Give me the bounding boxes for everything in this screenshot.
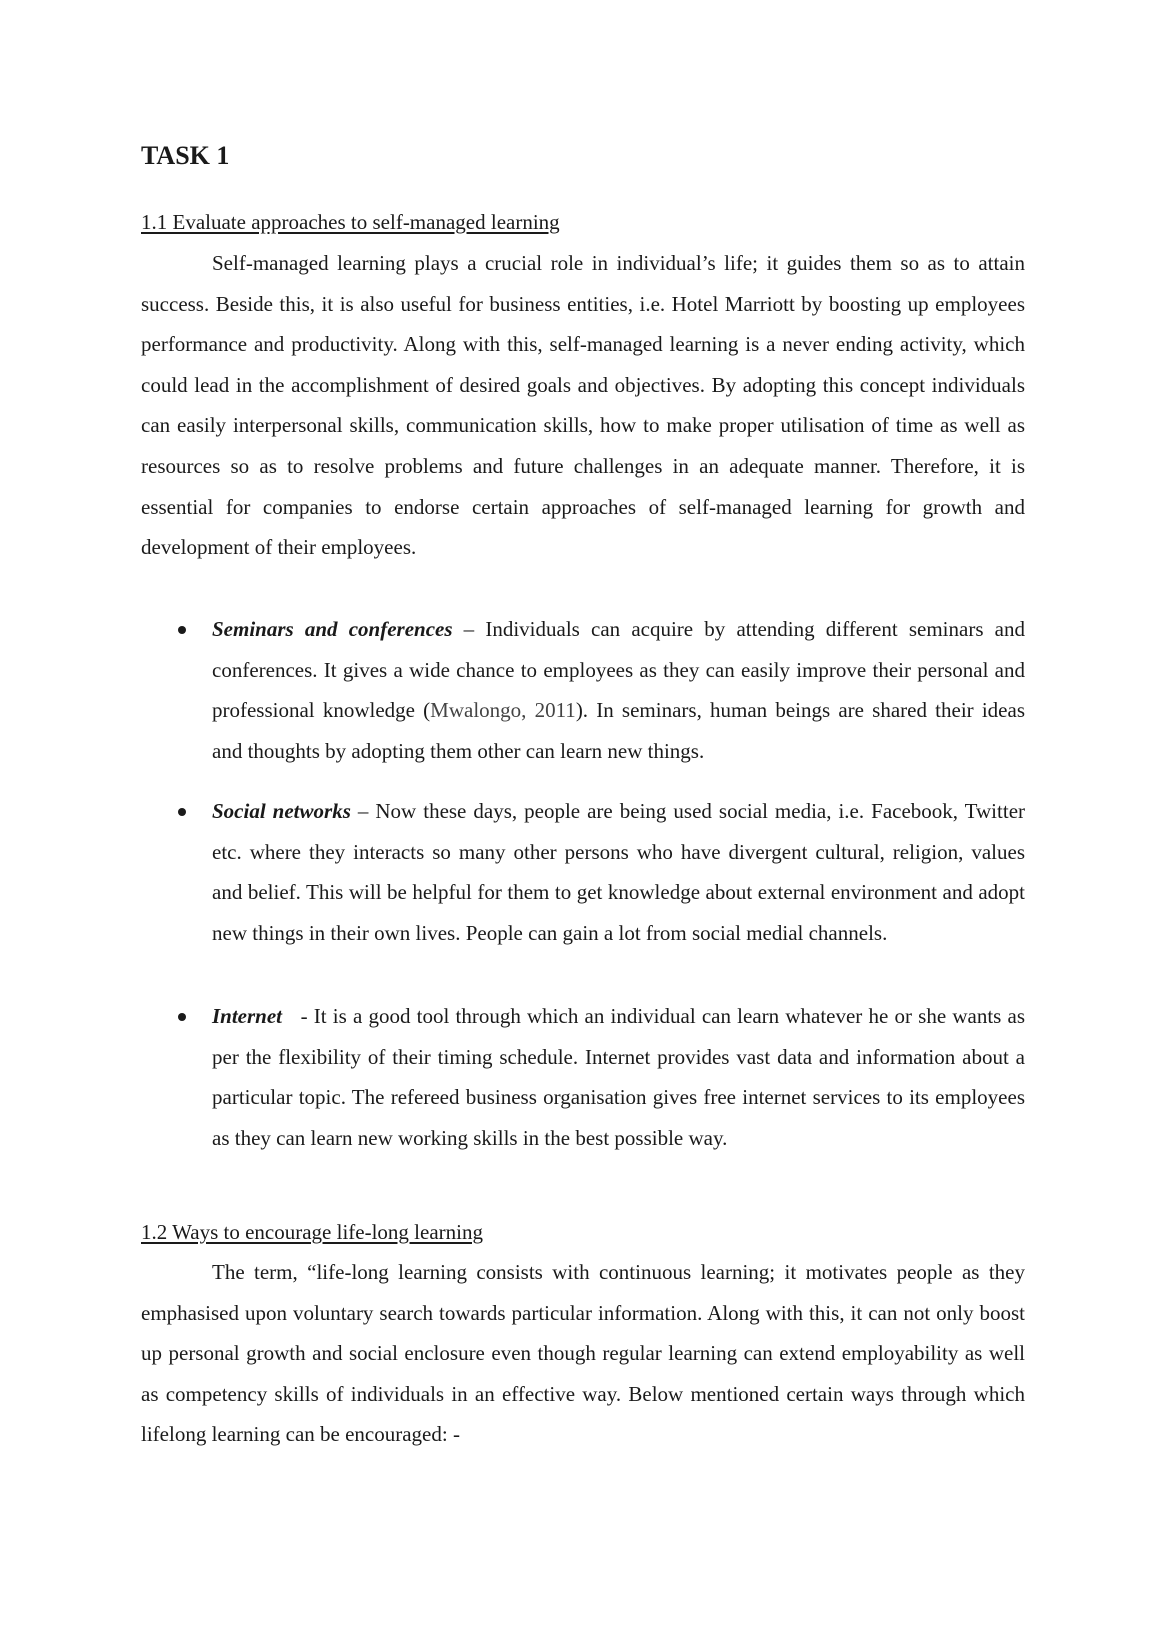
bullet-term: Seminars and conferences	[212, 617, 453, 641]
bullet-term: Internet	[212, 1004, 283, 1028]
list-item-text	[212, 996, 1025, 1158]
list-item-text	[212, 609, 1025, 771]
task-title: TASK 1	[141, 141, 230, 170]
bullet-description: Now these days, people are being used social media, i.e. Facebook, Twitter etc. where they interacts so many other persons who have divergent cultural, religion, values and belief. This will be helpful for them to get knowledge about external environment and adopt new things in their own lives. People can gain a lot from social medial channels.	[212, 799, 1026, 945]
bullet-icon	[178, 1013, 186, 1021]
section-1-heading: 1.1 Evaluate approaches to self-managed learning	[141, 210, 560, 234]
bullet-separator: –	[452, 617, 486, 641]
bullet-description-end: ). In seminars, human beings are shared their ideas and thoughts by adopting them other can learn new things.	[212, 698, 1025, 763]
section-2-heading: 1.2 Ways to encourage life-long learning	[141, 1220, 483, 1244]
list-item-text	[212, 791, 1025, 953]
bullet-description: It is a good tool through which an individual can learn whatever he or she wants as per the flexibility of their timing schedule. Internet provides vast data and information about a particular topic. The refereed business organisation gives free internet services to its employees as they can learn new working skills in the best possible way.	[212, 1004, 1025, 1150]
bullet-icon	[178, 626, 186, 634]
section-1-intro-paragraph: Self-managed learning plays a crucial role in individual’s life; it guides them so as to attain success. Beside this, it is also useful for business entities, i.e. Hotel Marriott by boosting up employees performance and productivity. Along with this, self-managed learning is a never ending activity, which could lead in the accomplishment of desired goals and objectives. By adopting this concept individuals can easily interpersonal skills, communication skills, how to make proper utilisation of time as well as resources so as to resolve problems and future challenges in an adequate manner. Therefore, it is essential for companies to endorse certain approaches of self-managed learning for growth and development of their employees.	[141, 251, 1025, 560]
citation: Mwalongo, 2011	[430, 698, 576, 723]
bullet-separator: –	[350, 799, 376, 823]
bullet-term: Social networks	[212, 799, 351, 823]
bullet-icon	[178, 808, 186, 816]
bullet-description: Individuals can acquire by attending different seminars and conferences. It gives a wide chance to employees as they can easily improve their personal and professional knowledge (	[212, 617, 1025, 723]
section-2-intro-paragraph: The term, “life-long learning consists with continuous learning; it motivates people as they emphasised upon voluntary search towards particular information. Along with this, it can not only boost up personal growth and social enclosure even though regular learning can extend employability as well as competency skills of individuals in an effective way. Below mentioned certain ways through which lifelong learning can be encouraged: -	[141, 1260, 1025, 1447]
bullet-separator: -	[282, 1004, 314, 1028]
